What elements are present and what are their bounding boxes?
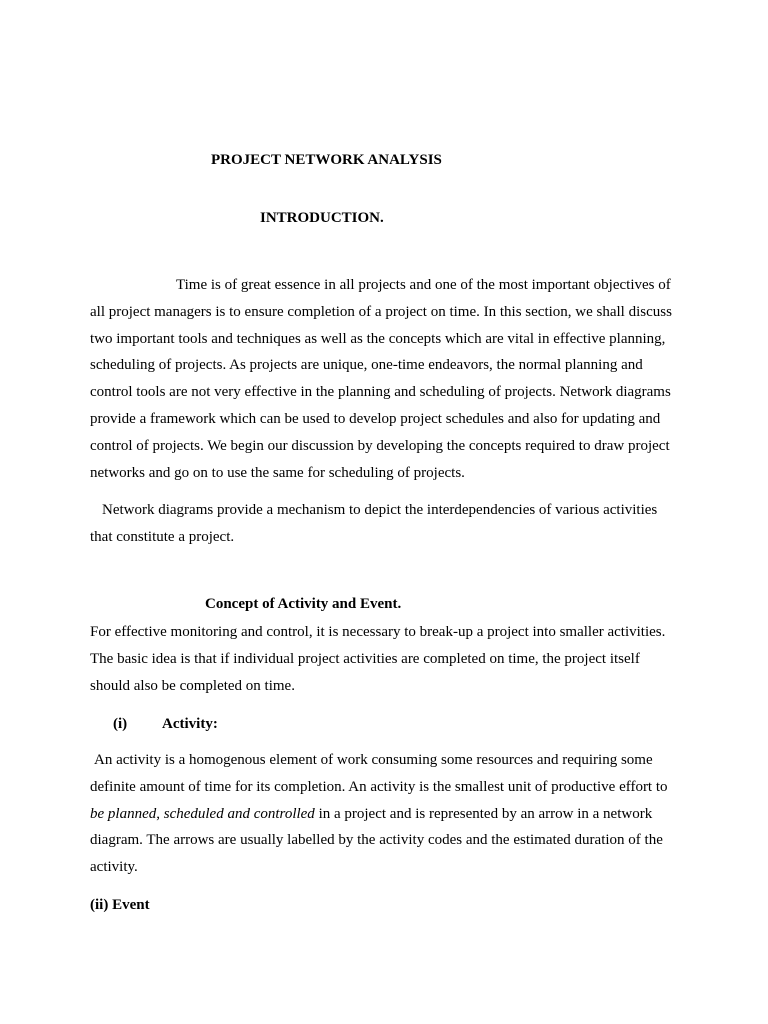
network-diagram-paragraph: Network diagrams provide a mechanism to depict the interdependencies of various activities that constitute a project. (90, 502, 658, 545)
activity-section-heading: Activity: (162, 716, 218, 732)
document-title: PROJECT NETWORK ANALYSIS (211, 152, 442, 168)
activity-text-part2: in a project and is represented by an arrow in a network diagram. The arrows are usually labelled by the activity codes and the estimated duration of the activity. (90, 805, 663, 876)
concept-paragraph: For effective monitoring and control, it is necessary to break-up a project into smaller activities. The basic idea is that if individual project activities are completed on time, the project itself should also be completed on time. (90, 624, 666, 694)
activity-text-part1: An activity is a homogenous element of work consuming some resources and requiring some definite amount of time for its completion. An activity is the smallest unit of productive effort to (90, 752, 668, 795)
intro-paragraph: Time is of great essence in all projects and one of the most important objectives of all project managers is to ensure completion of a project on time. In this section, we shall discuss two important tools and techniques as well as the concepts which are vital in effective planning, scheduling of projects. As projects are unique, one-time endeavors, the normal planning and control tools are not very effective in the planning and scheduling of projects. Network diagrams provide a framework which can be used to develop project schedules and also for updating and control of projects. We begin our discussion by developing the concepts required to draw project networks and go on to use the same for scheduling of projects. (90, 277, 672, 481)
introduction-heading: INTRODUCTION. (260, 210, 384, 226)
activity-paragraph (90, 747, 680, 881)
event-section-heading: (ii) Event (90, 897, 150, 913)
activity-text-italic-scheduled: scheduled and controlled (163, 805, 315, 822)
activity-text-italic-planned: be planned (90, 805, 157, 822)
activity-section-number: (i) (113, 716, 128, 732)
concept-heading: Concept of Activity and Event. (205, 596, 402, 612)
activity-text-comma: , (156, 805, 160, 822)
